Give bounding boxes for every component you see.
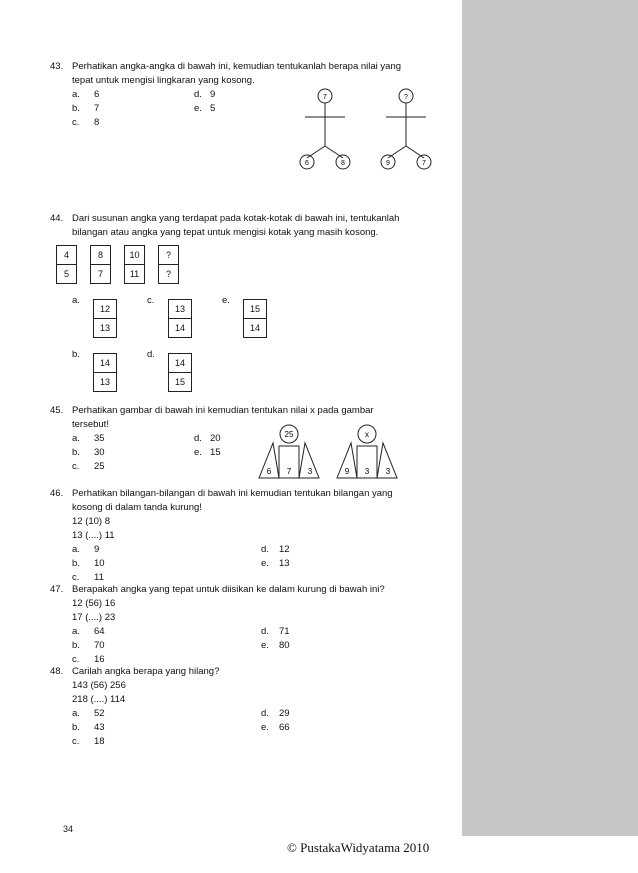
option-value: 11: [94, 572, 104, 583]
option-letter: a.: [72, 544, 80, 555]
figure-1-left: 6: [305, 160, 309, 167]
option-value: 18: [94, 736, 105, 747]
figure-2-left: 9: [386, 160, 390, 167]
grid-cell: 4: [56, 245, 77, 265]
example-line: 12 (10) 8: [72, 516, 111, 527]
option-a-box: [93, 299, 117, 338]
option-letter: b.: [72, 349, 80, 360]
q43-figures: [290, 84, 440, 174]
figure-1-right: 8: [341, 160, 345, 167]
figure-1-top: 25: [284, 430, 294, 439]
grid-cell: 10: [124, 245, 145, 265]
option-value: 25: [94, 461, 105, 472]
option-letter: d.: [261, 626, 269, 637]
example-line: 17 (....) 23: [72, 612, 116, 623]
option-letter: e.: [261, 722, 269, 733]
option-value: 71: [279, 626, 290, 637]
option-value: 7: [94, 103, 100, 114]
box-top: 13: [174, 304, 185, 314]
option-letter: e.: [261, 640, 269, 651]
option-letter: a.: [72, 626, 80, 637]
question-number: 46.: [50, 488, 64, 499]
option-letter: b.: [72, 640, 80, 651]
option-letter: c.: [72, 117, 80, 128]
option-letter: c.: [72, 572, 80, 583]
option-value: 13: [279, 558, 290, 569]
option-letter: d.: [147, 349, 155, 360]
question-text: kosong di dalam tanda kurung!: [72, 502, 202, 513]
figure-2-left: 9: [344, 467, 350, 476]
stick-figure-2: [381, 89, 431, 169]
option-letter: d.: [194, 89, 202, 100]
figure-1-top: 7: [323, 94, 327, 101]
option-letter: c.: [72, 736, 80, 747]
option-c-box: [168, 299, 192, 338]
box-top: 12: [99, 304, 110, 314]
option-value: 10: [94, 558, 105, 569]
figure-2-right: 7: [422, 160, 426, 167]
option-letter: a.: [72, 89, 80, 100]
figure-2-top: x: [365, 430, 369, 439]
option-e-box: [243, 299, 267, 338]
option-value: 29: [279, 708, 290, 719]
option-letter: e.: [194, 103, 202, 114]
figure-1-right: 3: [307, 467, 313, 476]
box-bottom: 13: [94, 318, 116, 337]
option-letter: e.: [194, 447, 202, 458]
option-value: 64: [94, 626, 105, 637]
question-number: 48.: [50, 666, 64, 677]
option-value: 9: [94, 544, 100, 555]
option-value: 70: [94, 640, 105, 651]
grid-cell: ?: [158, 245, 179, 265]
question-text: tepat untuk mengisi lingkaran yang kosong.: [72, 75, 255, 86]
option-letter: d.: [261, 544, 269, 555]
option-letter: b.: [72, 447, 80, 458]
option-value: 80: [279, 640, 290, 651]
option-value: 12: [279, 544, 290, 555]
option-letter: c.: [147, 295, 155, 306]
question-text: Carilah angka berapa yang hilang?: [72, 666, 220, 677]
figure-2-mid: 3: [364, 467, 370, 476]
copyright-notice: © PustakaWidyatama 2010: [287, 840, 430, 855]
figure-2-right: 3: [385, 467, 391, 476]
q45-figures: [255, 424, 405, 482]
figure-2-top: ?: [404, 94, 408, 101]
option-letter: d.: [261, 708, 269, 719]
example-line: 12 (56) 16: [72, 598, 116, 609]
grid-cell: ?: [158, 264, 179, 284]
question-number: 47.: [50, 584, 64, 595]
box-bottom: 14: [169, 318, 191, 337]
side-margin-panel: [462, 0, 638, 836]
option-value: 52: [94, 708, 105, 719]
example-line: 143 (56) 256: [72, 680, 126, 691]
option-letter: b.: [72, 722, 80, 733]
example-line: 13 (....) 11: [72, 530, 115, 541]
box-bottom: 13: [94, 372, 116, 391]
option-letter: c.: [72, 654, 80, 665]
question-text: Berapakah angka yang tepat untuk diisikan ke dalam kurung di bawah ini?: [72, 584, 385, 595]
option-letter: e.: [261, 558, 269, 569]
stick-figure-1: [300, 89, 350, 169]
question-number: 45.: [50, 405, 64, 416]
question-number: 43.: [50, 61, 64, 72]
box-top: 15: [249, 304, 260, 314]
question-text: Perhatikan angka-angka di bawah ini, kemudian tentukanlah berapa nilai yang: [72, 61, 402, 72]
question-text: Perhatikan bilangan-bilangan di bawah ini kemudian tentukan bilangan yang: [72, 488, 393, 499]
option-value: 16: [94, 654, 105, 665]
box-bottom: 15: [169, 372, 191, 391]
option-letter: a.: [72, 295, 80, 306]
option-letter: b.: [72, 558, 80, 569]
box-bottom: 14: [244, 318, 266, 337]
option-value: 66: [279, 722, 290, 733]
option-letter: d.: [194, 433, 202, 444]
option-value: 9: [210, 89, 216, 100]
option-value: 6: [94, 89, 100, 100]
option-value: 15: [210, 447, 221, 458]
page-number: 34: [63, 824, 74, 834]
grid-cell: 7: [90, 264, 111, 284]
option-value: 35: [94, 433, 105, 444]
option-b-box: [93, 353, 117, 392]
option-value: 30: [94, 447, 105, 458]
grid-cell: 5: [56, 264, 77, 284]
grid-cell: 8: [90, 245, 111, 265]
option-letter: b.: [72, 103, 80, 114]
example-line: 218 (....) 114: [72, 694, 126, 705]
question-text: tersebut!: [72, 419, 109, 430]
grid-cell: 11: [124, 264, 145, 284]
figure-1-left: 6: [266, 467, 272, 476]
figure-1-mid: 7: [286, 467, 292, 476]
option-letter: c.: [72, 461, 80, 472]
question-text: Dari susunan angka yang terdapat pada kotak-kotak di bawah ini, tentukanlah: [72, 213, 400, 224]
option-letter: a.: [72, 708, 80, 719]
option-value: 43: [94, 722, 105, 733]
option-letter: a.: [72, 433, 80, 444]
box-top: 14: [99, 358, 110, 368]
box-top: 14: [174, 358, 185, 368]
option-value: 20: [210, 433, 221, 444]
option-value: 8: [94, 117, 100, 128]
question-text: Perhatikan gambar di bawah ini kemudian tentukan nilai x pada gambar: [72, 405, 374, 416]
question-number: 44.: [50, 213, 64, 224]
option-d-box: [168, 353, 192, 392]
question-text: bilangan atau angka yang tepat untuk mengisi kotak yang masih kosong.: [72, 227, 379, 238]
option-value: 5: [210, 103, 216, 114]
option-letter: e.: [222, 295, 230, 306]
